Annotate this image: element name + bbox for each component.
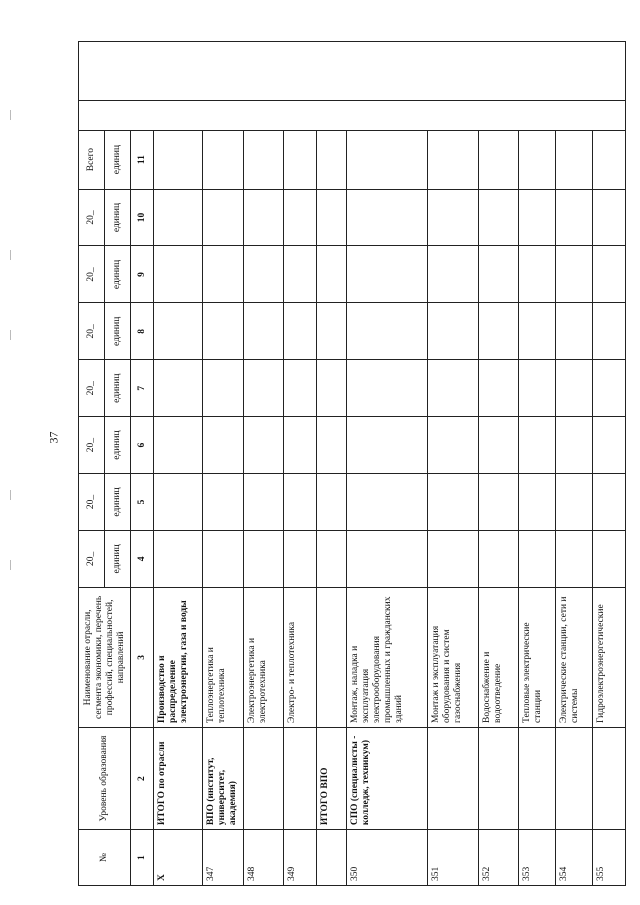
scan-edge-mark bbox=[10, 560, 11, 570]
scan-edge-mark bbox=[10, 490, 11, 500]
row-industry-name: Электроэнергетика и электротехника bbox=[244, 587, 283, 727]
header-year: 20_ bbox=[79, 417, 105, 474]
row-education-level bbox=[244, 727, 283, 829]
header-unit: единиц bbox=[105, 189, 131, 246]
row-industry-name: Монтаж, наладка и эксплуатация электрооборудования промышленных и гражданских зданий bbox=[347, 587, 427, 727]
table-row bbox=[427, 42, 479, 886]
column-number: 4 bbox=[131, 530, 154, 587]
row-industry-name: Электрические станции, сети и системы bbox=[555, 587, 592, 727]
table-row bbox=[479, 42, 518, 886]
header-row-years bbox=[79, 42, 105, 886]
row-number: 347 bbox=[203, 830, 244, 886]
row-number: 349 bbox=[283, 830, 316, 886]
table-row bbox=[592, 42, 625, 886]
header-unit: единиц bbox=[105, 130, 131, 189]
scan-edge-mark bbox=[10, 330, 11, 340]
table-row bbox=[153, 42, 202, 886]
row-industry-name: Монтаж и эксплуатация оборудования и систем газоснабжения bbox=[427, 587, 479, 727]
row-education-level bbox=[427, 727, 479, 829]
column-number: 7 bbox=[131, 360, 154, 417]
scan-edge-mark bbox=[10, 250, 11, 260]
row-industry-name: Гидроэлектроэнергетические bbox=[592, 587, 625, 727]
row-education-level bbox=[592, 727, 625, 829]
row-education-level: СПО (специалисты - колледж, техникум) bbox=[347, 727, 427, 829]
row-industry-name: Электро- и теплотехника bbox=[283, 587, 316, 727]
row-education-level: ИТОГО ВПО bbox=[316, 727, 347, 829]
table-row bbox=[203, 42, 244, 886]
row-number: X bbox=[153, 830, 202, 886]
table-row bbox=[555, 42, 592, 886]
row-number bbox=[316, 830, 347, 886]
header-year: 20_ bbox=[79, 360, 105, 417]
row-education-level bbox=[479, 727, 518, 829]
header-year: 20_ bbox=[79, 189, 105, 246]
table-row bbox=[244, 42, 283, 886]
header-unit: единиц bbox=[105, 360, 131, 417]
column-number: 8 bbox=[131, 303, 154, 360]
table-row bbox=[518, 42, 555, 886]
header-year: 20_ bbox=[79, 246, 105, 303]
header-industry-name: Наименование отрасли, сегмента экономики, перечень профессий, специальностей, направлений bbox=[79, 587, 131, 727]
row-education-level bbox=[518, 727, 555, 829]
header-unit: единиц bbox=[105, 246, 131, 303]
row-industry-name: Тепловые электрические станции bbox=[518, 587, 555, 727]
column-number: 11 bbox=[131, 130, 154, 189]
column-number: 9 bbox=[131, 246, 154, 303]
row-number: 352 bbox=[479, 830, 518, 886]
row-number: 355 bbox=[592, 830, 625, 886]
row-industry-name: Производство и распределение электроэнергии, газа и воды bbox=[153, 587, 202, 727]
header-unit: единиц bbox=[105, 303, 131, 360]
table-row bbox=[283, 42, 316, 886]
column-number: 3 bbox=[131, 587, 154, 727]
row-education-level bbox=[283, 727, 316, 829]
row-education-level: ВПО (институт, университет, академия) bbox=[203, 727, 244, 829]
row-number: 350 bbox=[347, 830, 427, 886]
row-number: 353 bbox=[518, 830, 555, 886]
row-education-level: ИТОГО по отрасли bbox=[153, 727, 202, 829]
header-unit: единиц bbox=[105, 417, 131, 474]
column-number: 6 bbox=[131, 417, 154, 474]
row-number: 348 bbox=[244, 830, 283, 886]
header-unit: единиц bbox=[105, 474, 131, 531]
row-industry-name: Водоснабжение и водоотведение bbox=[479, 587, 518, 727]
header-year: 20_ bbox=[79, 530, 105, 587]
header-number: № bbox=[79, 830, 131, 886]
table-row bbox=[316, 42, 347, 886]
row-education-level bbox=[555, 727, 592, 829]
column-number: 10 bbox=[131, 189, 154, 246]
side-margin-column bbox=[79, 101, 626, 131]
row-number: 351 bbox=[427, 830, 479, 886]
row-number: 354 bbox=[555, 830, 592, 886]
scan-edge-mark bbox=[10, 110, 11, 120]
side-margin-column bbox=[79, 42, 626, 101]
rotated-table-container bbox=[78, 41, 626, 886]
table-row bbox=[347, 42, 427, 886]
header-total: Всего bbox=[79, 130, 105, 189]
statistics-table bbox=[78, 41, 626, 886]
row-industry-name bbox=[316, 587, 347, 727]
header-year: 20_ bbox=[79, 474, 105, 531]
page-number: 37 bbox=[46, 431, 61, 444]
column-number: 5 bbox=[131, 474, 154, 531]
column-number: 1 bbox=[131, 830, 154, 886]
header-year: 20_ bbox=[79, 303, 105, 360]
header-unit: единиц bbox=[105, 530, 131, 587]
column-number-row bbox=[131, 42, 154, 886]
header-education-level: Уровень образования bbox=[79, 727, 131, 829]
column-number: 2 bbox=[131, 727, 154, 829]
row-industry-name: Теплоэнергетика и теплотехника bbox=[203, 587, 244, 727]
